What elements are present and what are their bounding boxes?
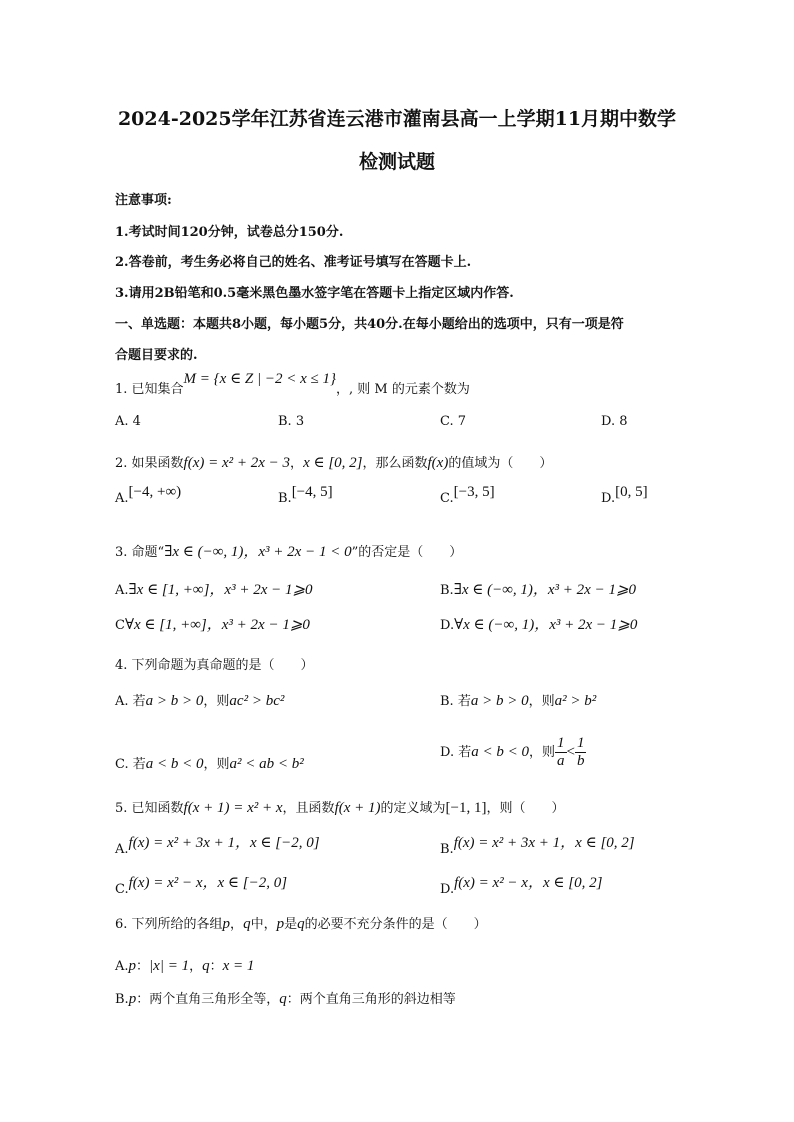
q4-label-b: B. 若 — [440, 694, 471, 709]
q3-option-c — [115, 613, 310, 634]
q6-a-q-math: x = 1 — [222, 958, 255, 974]
q4-d-condition: a < b < 0 — [471, 744, 529, 760]
q3-option-a — [115, 578, 313, 599]
question-5 — [115, 797, 564, 817]
notice-heading: 注意事项: — [115, 193, 172, 208]
q6-a-p: p — [128, 958, 137, 974]
q3-option-c-math: ∀x ∈ [1, +∞]，x³ + 2x − 1⩾0 — [124, 617, 310, 633]
q2-label-d: D. — [601, 491, 616, 506]
q2-domain-math: x ∈ [0, 2] — [303, 455, 363, 471]
q4-b-condition: a > b > 0 — [470, 693, 529, 709]
q5-label-a: A. — [115, 842, 129, 857]
q6-p-2: p — [276, 916, 285, 932]
question-1 — [115, 371, 470, 398]
q3-label-b: B. — [440, 583, 454, 598]
q3-proposition-math: ∃x ∈ (−∞, 1)，x³ + 2x − 1 < 0 — [164, 544, 352, 560]
q5-prefix: 5. 已知函数 — [115, 801, 184, 816]
q6-sep: ， — [230, 917, 244, 932]
q6-p: p — [222, 916, 231, 932]
q6-option-b — [115, 988, 456, 1008]
question-2 — [115, 452, 552, 472]
q2-option-d-math: [0, 5] — [615, 484, 648, 500]
q4-c-condition: a < b < 0 — [145, 756, 204, 772]
q2-function-math: f(x) = x² + 2x − 3 — [183, 455, 291, 471]
q1-set-math: M = {x ∈ Z | −2 < x ≤ 1} — [183, 371, 337, 387]
q4-d-frac1-num: 1 — [557, 735, 565, 751]
q4-d-frac2-num: 1 — [576, 735, 585, 751]
q6-option-a — [115, 955, 254, 975]
section-1-line-1: 一、单选题：本题共8小题，每小题5分，共40分.在每小题给出的选项中，只有一项是符 — [115, 317, 624, 332]
q6-b-text-2: ：两个直角三角形的斜边相等 — [286, 992, 456, 1007]
q5-option-a — [115, 837, 320, 858]
q1-suffix: ，, 则 M 的元素个数为 — [336, 382, 470, 397]
q4-c-result: a² < ab < b² — [229, 756, 304, 772]
q5-label-c: C. — [115, 882, 129, 897]
notice-item-1: 1.考试时间120分钟，试卷总分150分. — [115, 225, 344, 240]
q6-q-2: q — [297, 916, 305, 932]
q4-option-c — [115, 753, 304, 773]
q6-q: q — [243, 916, 251, 932]
q4-d-frac1-den: a — [557, 753, 565, 769]
q6-mid2: 是 — [284, 917, 298, 932]
question-6 — [115, 913, 487, 933]
q5-domain-math: [−1, 1] — [445, 800, 487, 816]
q3-suffix: ”的否定是（ ） — [351, 545, 463, 560]
q2-label-a: A. — [115, 491, 129, 506]
q6-b-p: p — [128, 991, 137, 1007]
q6-label-b: B. — [115, 992, 129, 1007]
title-line-2: 检测试题 — [358, 151, 435, 173]
notice-item-3: 3.请用2B铅笔和0.5毫米黑色墨水签字笔在答题卡上指定区域内作答. — [115, 286, 514, 301]
q6-b-q: q — [279, 991, 287, 1007]
title-line-1: 2024-2025学年江苏省连云港市灌南县高一上学期11月期中数学 — [117, 108, 677, 130]
q2-comma: ， — [290, 456, 304, 471]
q6-a-colon-2: ： — [209, 959, 223, 974]
q3-option-d-math: ∀x ∈ (−∞, 1)，x³ + 2x − 1⩾0 — [454, 617, 638, 633]
q2-suffix: 的值域为（ ） — [448, 456, 553, 471]
q2-fx-math: f(x) — [427, 455, 449, 471]
q3-option-b-math: ∃x ∈ (−∞, 1)，x³ + 2x − 1⩾0 — [453, 582, 637, 598]
q4-option-d — [440, 735, 586, 770]
section-1-line-2: 合题目要求的. — [115, 348, 198, 363]
q4-label-d: D. 若 — [440, 745, 472, 760]
q6-label-a: A. — [115, 959, 129, 974]
q4-d-then: ，则 — [528, 745, 555, 760]
q2-label-c: C. — [440, 491, 454, 506]
q1-option-c: C. 7 — [440, 414, 467, 429]
q4-a-result: ac² > bc² — [229, 693, 285, 709]
q4-label-c: C. 若 — [115, 757, 146, 772]
q6-mid: 中， — [250, 917, 277, 932]
q5-option-b — [440, 837, 635, 858]
q1-prefix: 1. 已知集合 — [115, 382, 184, 397]
q5-suffix: ，则（ ） — [486, 801, 565, 816]
q3-option-b — [440, 578, 636, 599]
q6-a-sep: ， — [189, 959, 203, 974]
q4-a-condition: a > b > 0 — [145, 693, 204, 709]
q2-prefix: 2. 如果函数 — [115, 456, 184, 471]
q5-mid: ，且函数 — [282, 801, 335, 816]
q2-option-a — [115, 484, 182, 507]
question-3 — [115, 540, 462, 561]
q3-label-d: D. — [440, 618, 455, 633]
q6-suffix: 的必要不充分条件的是（ ） — [304, 917, 487, 932]
q4-a-then: ，则 — [203, 694, 230, 709]
q3-label-a: A. — [115, 583, 129, 598]
q4-option-a — [115, 690, 284, 710]
q5-option-c — [115, 877, 287, 898]
q3-label-c: C — [115, 618, 125, 633]
q1-option-d: D. 8 — [601, 414, 628, 429]
q5-label-d: D. — [440, 882, 455, 897]
q4-d-fraction-2 — [575, 735, 587, 770]
q2-option-d — [601, 484, 648, 507]
q5-option-b-math: f(x) = x² + 3x + 1，x ∈ [0, 2] — [453, 835, 635, 851]
q4-c-then: ，则 — [203, 757, 230, 772]
q6-a-q: q — [202, 958, 210, 974]
q5-option-a-math: f(x) = x² + 3x + 1，x ∈ [−2, 0] — [128, 835, 320, 851]
q4-b-result: a² > b² — [554, 693, 597, 709]
q2-option-a-math: [−4, +∞) — [128, 484, 182, 500]
q2-label-b: B. — [278, 491, 292, 506]
q5-label-b: B. — [440, 842, 454, 857]
q3-prefix: 3. 命题“ — [115, 545, 165, 560]
q3-option-d — [440, 613, 637, 634]
q6-a-p-math: |x| = 1 — [149, 958, 190, 974]
question-4: 4. 下列命题为真命题的是（ ） — [115, 658, 314, 673]
q6-b-text-1: ：两个直角三角形全等， — [136, 992, 280, 1007]
q4-d-fraction-1 — [555, 735, 567, 770]
q5-fx1-math: f(x + 1) — [334, 800, 381, 816]
q6-prefix: 6. 下列所给的各组 — [115, 917, 223, 932]
q5-option-c-math: f(x) = x² − x，x ∈ [−2, 0] — [128, 875, 288, 891]
q1-option-b: B. 3 — [278, 414, 305, 429]
q4-label-a: A. 若 — [115, 694, 146, 709]
q4-b-then: ，则 — [528, 694, 555, 709]
q1-option-a: A. 4 — [115, 414, 141, 429]
q3-option-a-math: ∃x ∈ [1, +∞]，x³ + 2x − 1⩾0 — [128, 582, 313, 598]
q4-d-frac2-den: b — [576, 753, 585, 769]
q5-function-math: f(x + 1) = x² + x — [183, 800, 283, 816]
q5-option-d-math: f(x) = x² − x，x ∈ [0, 2] — [454, 875, 603, 891]
q2-option-c — [440, 484, 495, 507]
q2-option-b — [278, 484, 333, 507]
q4-option-b — [440, 690, 596, 710]
q5-mid2: 的定义域为 — [380, 801, 446, 816]
q5-option-d — [440, 877, 602, 898]
q2-option-c-math: [−3, 5] — [453, 484, 495, 500]
q2-option-b-math: [−4, 5] — [291, 484, 333, 500]
q6-a-colon-1: ： — [136, 959, 150, 974]
q2-mid-text: ，那么函数 — [362, 456, 428, 471]
q4-d-less-than: < — [566, 744, 575, 760]
notice-item-2: 2.答卷前，考生务必将自己的姓名、准考证号填写在答题卡上. — [115, 255, 472, 270]
